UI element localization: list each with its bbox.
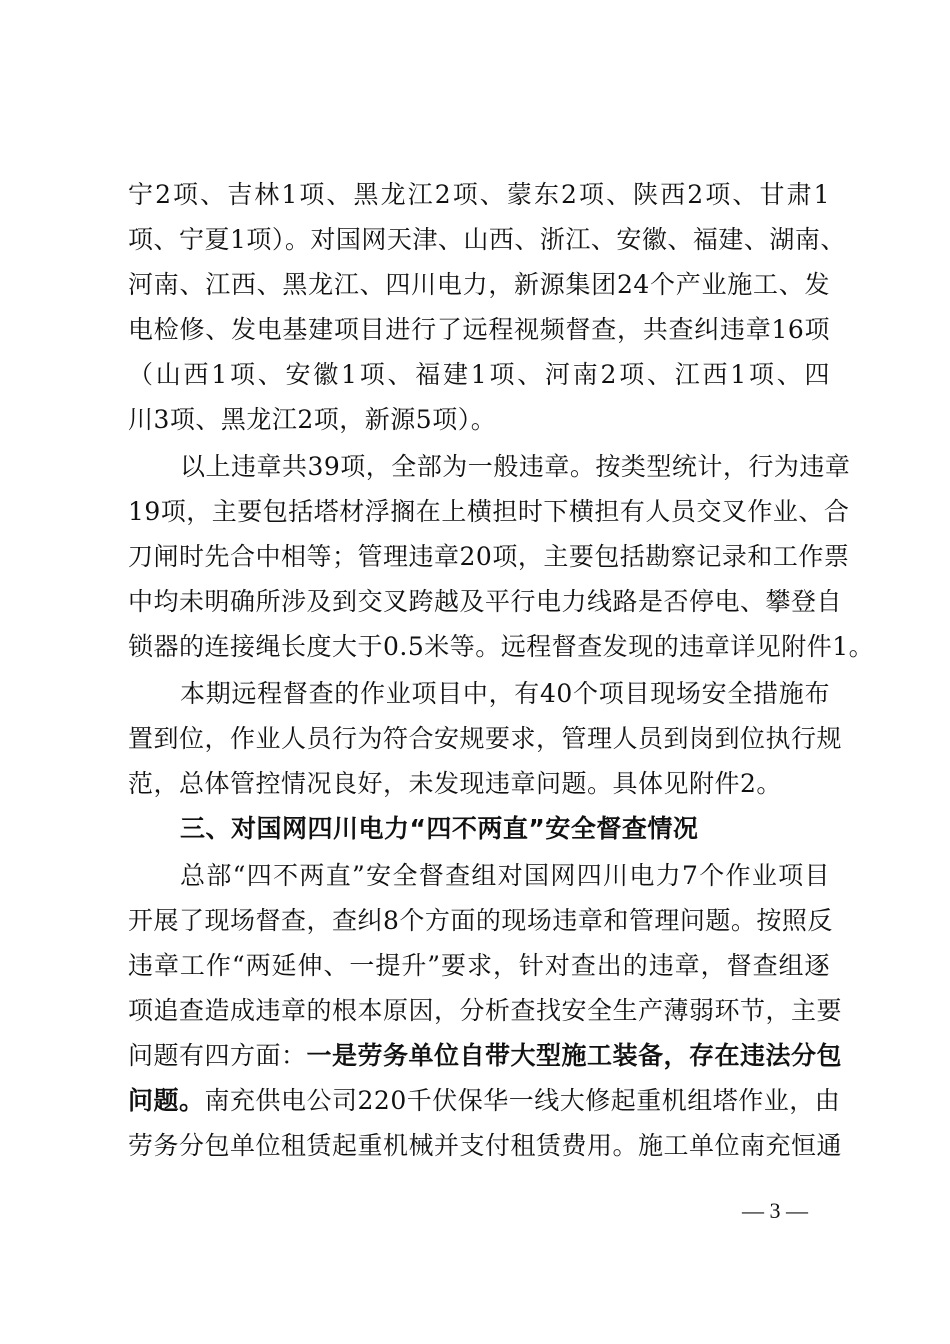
paragraph-line: 开展了现场督查，查纠8个方面的现场违章和管理问题。按照反 [128,906,833,935]
paragraph-line: （山西1项、安徽1项、福建1项、河南2项、江西1项、四 [128,360,830,389]
paragraph-line: 电检修、发电基建项目进行了远程视频督查，共查纠违章16项 [128,315,830,344]
normal-text: 南充供电公司220千伏保华一线大修起重机组塔作业，由 [204,1086,841,1115]
paragraph-line: 锁器的连接绳长度大于0.5米等。远程督查发现的违章详见附件1。 [128,632,875,661]
paragraph-line: 置到位，作业人员行为符合安规要求，管理人员到岗到位执行规 [128,724,843,753]
page-number: — 3 — [742,1198,808,1223]
bold-key-point: 问题。 [128,1086,205,1115]
paragraph-line: 范，总体管控情况良好，未发现违章问题。具体见附件2。 [128,769,782,798]
paragraph-line-mixed [128,1041,843,1071]
paragraph-line: 本期远程督查的作业项目中，有40个项目现场安全措施布 [180,679,830,708]
paragraph-line: 项追查造成违章的根本原因，分析查找安全生产薄弱环节，主要 [128,996,843,1025]
paragraph-line: 河南、江西、黑龙江、四川电力，新源集团24个产业施工、发 [128,270,830,299]
paragraph-line: 川3项、黑龙江2项，新源5项）。 [128,405,497,434]
paragraph-line: 违章工作“两延伸、一提升”要求，针对查出的违章，督查组逐 [128,951,830,980]
paragraph-line: 以上违章共39项，全部为一般违章。按类型统计，行为违章 [180,452,851,481]
normal-text: 问题有四方面： [128,1041,307,1070]
paragraph-line: 项、宁夏1项）。对国网天津、山西、浙江、安徽、福建、湖南、 [128,225,846,254]
paragraph-line: 中均未明确所涉及到交叉跨越及平行电力线路是否停电、攀登自 [128,587,843,616]
paragraph-line: 宁2项、吉林1项、黑龙江2项、蒙东2项、陕西2项、甘肃1 [128,180,830,209]
paragraph-line: 劳务分包单位租赁起重机械并支付租赁费用。施工单位南充恒通 [128,1131,843,1160]
paragraph-line: 刀闸时先合中相等；管理违章20项，主要包括勘察记录和工作票 [128,542,850,571]
section-heading: 三、对国网四川电力“四不两直”安全督查情况 [180,814,699,843]
bold-key-point: 一是劳务单位自带大型施工装备，存在违法分包 [306,1041,843,1070]
paragraph-line: 19项，主要包括塔材浮搁在上横担时下横担有人员交叉作业、合 [128,497,850,526]
paragraph-line: 总部“四不两直”安全督查组对国网四川电力7个作业项目 [180,861,830,890]
paragraph-line-mixed [128,1086,841,1116]
